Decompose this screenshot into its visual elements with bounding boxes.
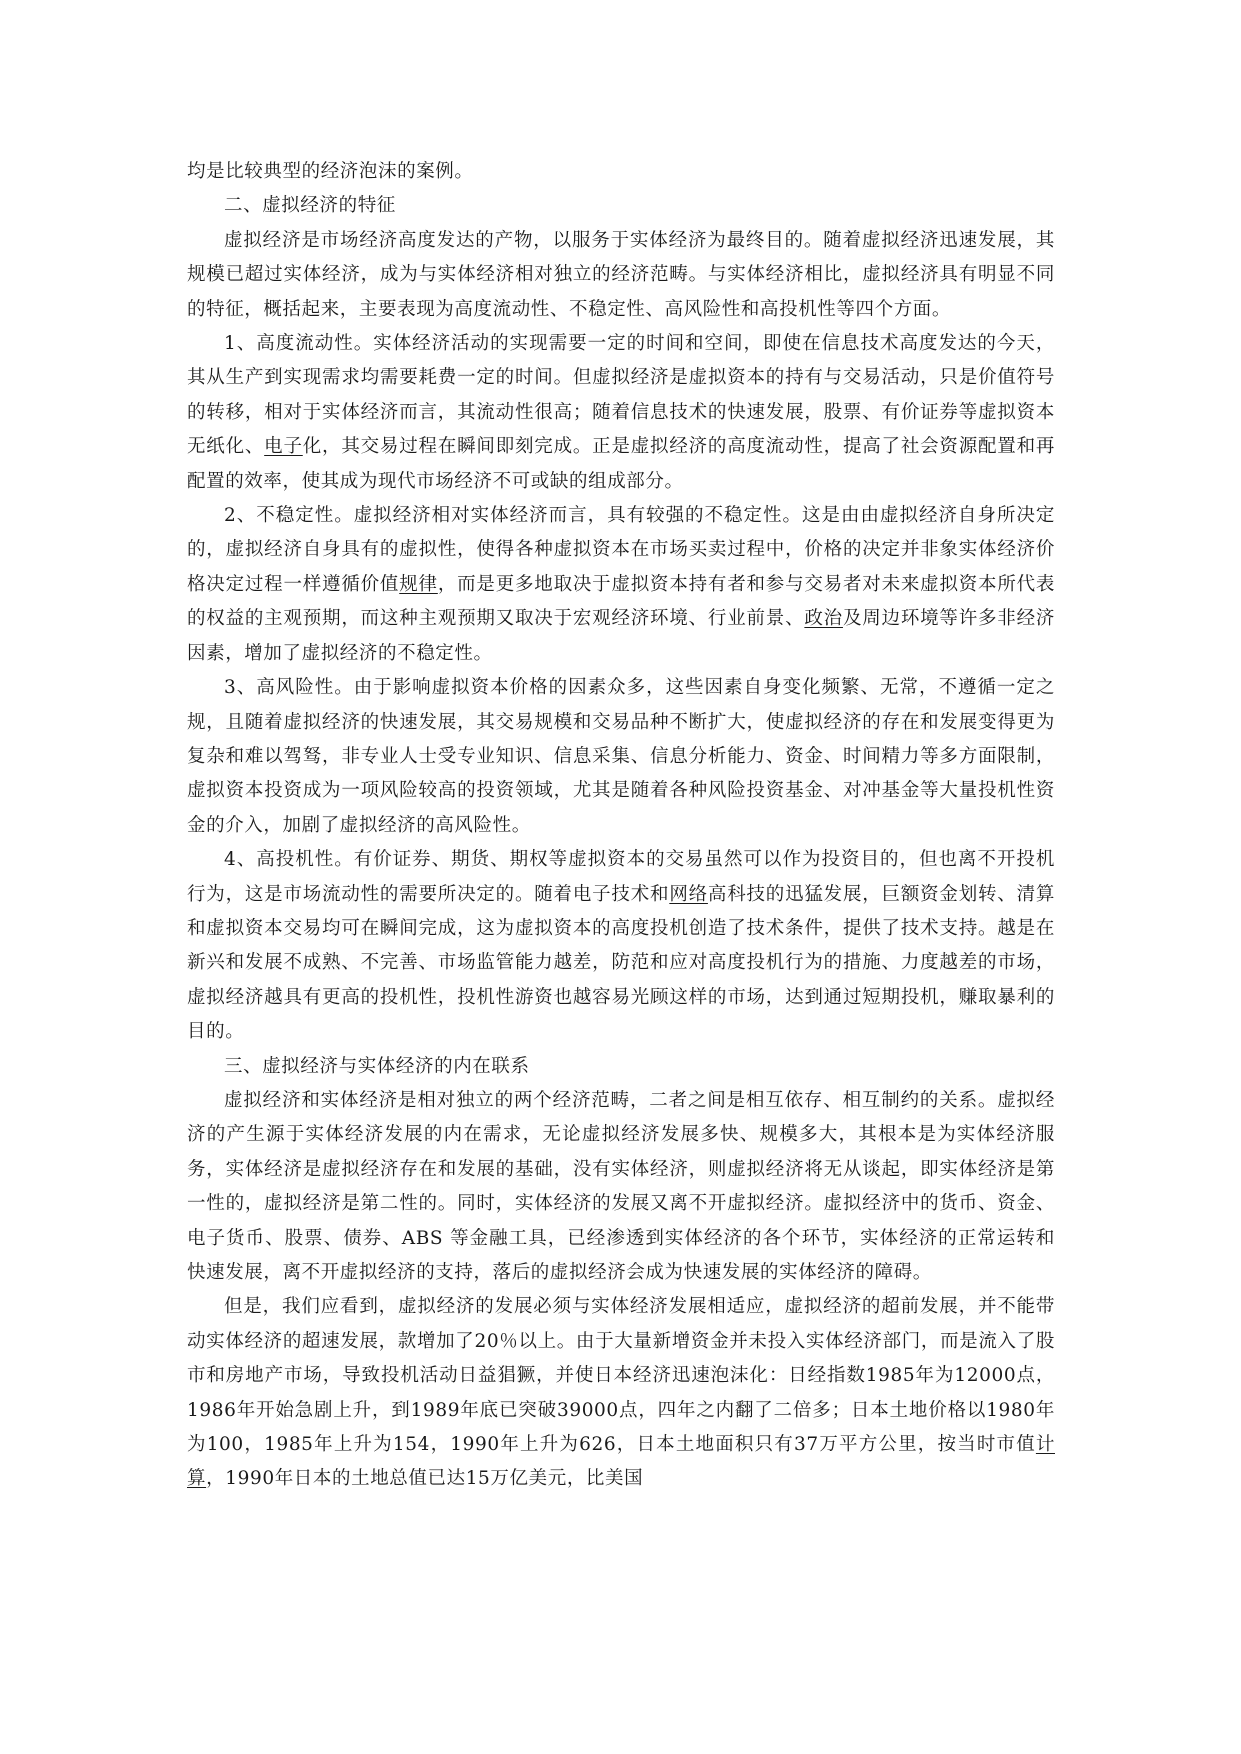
paragraph-virtual-economy-intro: 虚拟经济是市场经济高度发达的产物，以服务于实体经济为最终目的。随着虚拟经济迅速发展，其规模已超过实体经济，成为与实体经济相对独立的经济范畴。与实体经济相比，虚拟经济具有明显不同的特征，概括起来，主要表现为高度流动性、不稳定性、高风险性和高投机性等四个方面。 [187, 229, 1055, 320]
paragraph-high-speculation [187, 843, 1055, 1049]
text-run: 4、高投机性。有价证券、期货、期权等虚拟资本的交易虽然可以作为投资目的，但也离不开投机行为，这是市场流动性的需要所决定的。随着电子技术和 [187, 849, 1055, 905]
section-heading-3: 三、虚拟经济与实体经济的内在联系 [224, 1055, 530, 1077]
text-run: ，1990年日本的土地总值已达15万亿美元，比美国 [206, 1468, 644, 1490]
paragraph-high-liquidity [187, 327, 1055, 499]
link-politics[interactable]: 政治 [804, 608, 843, 630]
section-heading-2: 二、虚拟经济的特征 [224, 195, 396, 217]
text-run: 但是，我们应看到，虚拟经济的发展必须与实体经济发展相适应，虚拟经济的超前发展，并不能带动实体经济的超速发展，款增加了20％以上。由于大量新增资金并未投入实体经济部门，而是流入了股市和房地产市场，导致投机活动日益猖獗，并使日本经济迅速泡沫化：日经指数1985年为12000点，1986年开始急剧上升，到1989年底已突破39000点，四年之内翻了二倍多；日本土地价格以1980年为100，1985年上升为154，1990年上升为626，日本土地面积只有37万平方公里，按当时市值 [187, 1296, 1055, 1456]
link-calculation[interactable]: 计算 [187, 1434, 1055, 1490]
text-run: 高科技的迅猛发展，巨额资金划转、清算和虚拟资本交易均可在瞬间完成，这为虚拟资本的高度投机创造了技术条件，提供了技术支持。越是在新兴和发展不成熟、不完善、市场监管能力越差，防范和应对高度投机行为的措施、力度越差的市场，虚拟经济越具有更高的投机性，投机性游资也越容易光顾这样的市场，达到通过短期投机，赚取暴利的目的。 [187, 883, 1055, 1043]
text-run: 2、不稳定性。虚拟经济相对实体经济而言，具有较强的不稳定性。这是由由虚拟经济自身所决定的，虚拟经济自身具有的虚拟性，使得各种虚拟资本在市场买卖过程中，价格的决定并非象实体经济价格决定过程一样遵循价值 [187, 505, 1055, 595]
paragraph-interrelation: 虚拟经济和实体经济是相对独立的两个经济范畴，二者之间是相互依存、相互制约的关系。虚拟经济的产生源于实体经济发展的内在需求，无论虚拟经济发展多快、规模多大，其根本是为实体经济服务，实体经济是虚拟经济存在和发展的基础，没有实体经济，则虚拟经济将无从谈起，即实体经济是第一性的，虚拟经济是第二性的。同时，实体经济的发展又离不开虚拟经济。虚拟经济中的货币、资金、电子货币、股票、债券、ABS 等金融工具，已经渗透到实体经济的各个环节，实体经济的正常运转和快速发展，离不开虚拟经济的支持，落后的虚拟经济会成为快速发展的实体经济的障碍。 [187, 1089, 1055, 1283]
text-run: 化，其交易过程在瞬间即刻完成。正是虚拟经济的高度流动性，提高了社会资源配置和再配置的效率，使其成为现代市场经济不可或缺的组成部分。 [187, 436, 1055, 492]
paragraph-japan-bubble [187, 1290, 1055, 1496]
link-network[interactable]: 网络 [669, 883, 708, 905]
paragraph-high-risk: 3、高风险性。由于影响虚拟资本价格的因素众多，这些因素自身变化频繁、无常，不遵循一定之规，且随着虚拟经济的快速发展，其交易规模和交易品种不断扩大，使虚拟经济的存在和发展变得更为复杂和难以驾驽，非专业人士受专业知识、信息采集、信息分析能力、资金、时间精力等多方面限制，虚拟资本投资成为一项风险较高的投资领域，尤其是随着各种风险投资基金、对冲基金等大量投机性资金的介入，加剧了虚拟经济的高风险性。 [187, 677, 1055, 836]
text-run: ，而是更多地取决于虚拟资本持有者和参与交易者对未来虚拟资本所代表的权益的主观预期，而这种主观预期又取决于宏观经济环境、行业前景、 [187, 573, 1056, 630]
link-electronic[interactable]: 电子 [264, 436, 303, 458]
text-run: 1、高度流动性。实体经济活动的实现需要一定的时间和空间，即使在信息技术高度发达的今天，其从生产到实现需求均需要耗费一定的时间。但虚拟经济是虚拟资本的持有与交易活动，只是价值符号的转移，相对于实体经济而言，其流动性很高；随着信息技术的快速发展，股票、有价证券等虚拟资本无纸化、 [187, 333, 1055, 458]
paragraph-instability [187, 499, 1055, 671]
paragraph-continued: 均是比较典型的经济泡沫的案例。 [187, 161, 474, 182]
link-law[interactable]: 规律 [399, 573, 438, 595]
document-body [187, 155, 1055, 1497]
text-run: 及周边环境等许多非经济因素，增加了虚拟经济的不稳定性。 [187, 608, 1055, 664]
